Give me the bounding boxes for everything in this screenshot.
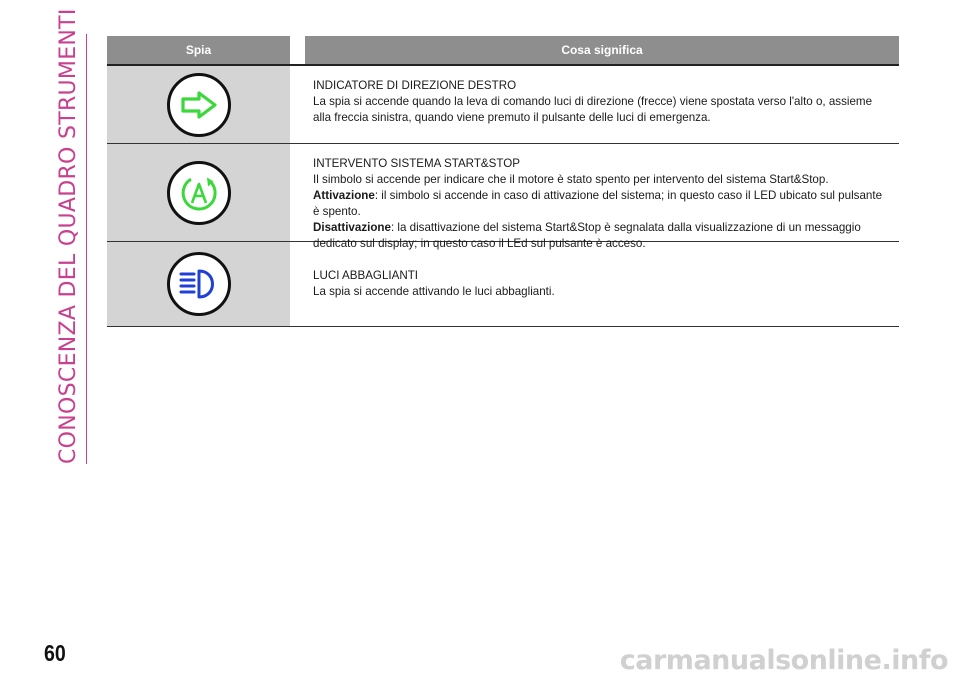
page-number: 60	[44, 640, 66, 666]
table-header	[107, 36, 899, 64]
row-description: Il simbolo si accende per indicare che il motore è stato spento per intervento del sistema Start&Stop.	[313, 173, 829, 186]
deactivation-text: : la disattivazione del sistema Start&Stop è segnalata dalla visualizzazione di un messaggio dedicato sul display; in questo caso il LEd sul pulsante è acceso.	[313, 221, 861, 250]
row-title: INDICATORE DI DIREZIONE DESTRO	[313, 79, 517, 92]
activation-text: : il simbolo si accende in caso di attivazione del sistema; in questo caso il LED ubicato sul pulsante è spento.	[313, 189, 883, 218]
table-row	[107, 66, 899, 144]
row-title: LUCI ABBAGLIANTI	[313, 269, 419, 282]
row-title: INTERVENTO SISTEMA START&STOP	[313, 157, 521, 170]
start-stop-icon	[167, 161, 231, 225]
header-spia: Spia	[107, 36, 290, 64]
section-title: CONOSCENZA DEL QUADRO STRUMENTI	[54, 34, 87, 464]
watermark: carmanualsonline.info	[619, 645, 948, 676]
header-cosa-significa: Cosa significa	[305, 36, 899, 64]
warning-lights-table	[107, 36, 899, 327]
row-description: La spia si accende quando la leva di comando luci di direzione (frecce) viene spostata verso l'alto o, assieme alla freccia sinistra, quando viene premuto il pulsante delle luci di emergenza.	[313, 95, 873, 124]
turn-right-arrow-icon	[167, 73, 231, 137]
activation-label: Attivazione	[313, 189, 375, 202]
deactivation-label: Disattivazione	[313, 221, 391, 234]
table-row	[107, 242, 899, 327]
table-row	[107, 144, 899, 250]
high-beam-icon	[167, 252, 231, 316]
row-description: La spia si accende attivando le luci abbaglianti.	[313, 285, 555, 298]
